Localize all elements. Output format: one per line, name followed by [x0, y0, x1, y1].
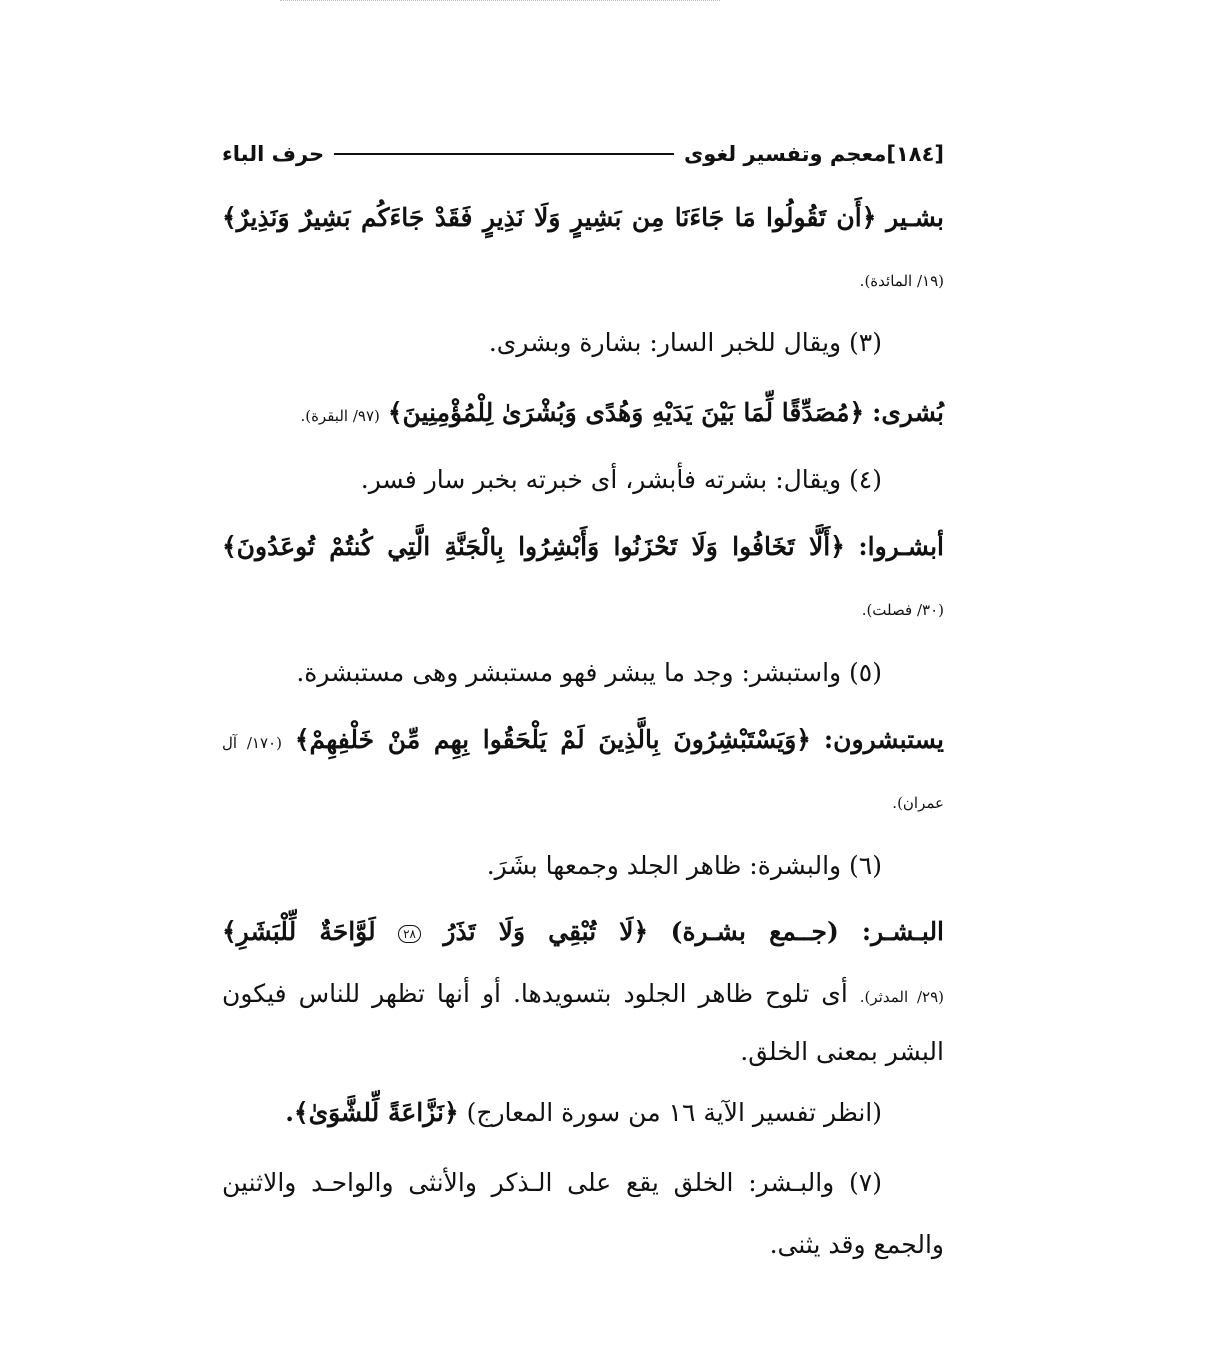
quran-quote-a: ﴿لَا تُبْقِي وَلَا تَذَرُ — [443, 917, 649, 946]
reference: (١٩/ المائدة). — [859, 272, 944, 290]
book-title: معجم وتفسير لغوى — [684, 142, 887, 166]
entry-word: بشـير — [886, 203, 944, 232]
quran-quote: ﴿أَلَّا تَخَافُوا وَلَا تَحْزَنُوا وَأَبْشِرُوا بِالْجَنَّةِ الَّتِي كُنتُمْ تُوعَدُونَ﴾ — [222, 532, 845, 561]
paragraph-7: (٧) والبـشر: الخلق يقع على الـذكر والأنثى والواحـد والاثنين — [222, 1168, 882, 1197]
page-number: [١٨٤] — [886, 142, 944, 166]
quran-quote: ﴿وَيَسْتَبْشِرُونَ بِالَّذِينَ لَمْ يَلْحَقُوا بِهِم مِّنْ خَلْفِهِمْ﴾ — [294, 725, 811, 754]
header-rule — [334, 153, 674, 155]
quran-quote-b: لَوَّاحَةٌ لِّلْبَشَرِ﴾ — [222, 917, 376, 946]
entry-yastabshirun — [222, 720, 944, 763]
paragraph-4: (٤) ويقال: بشرته فأبشر، أى خبرته بخبر سار فسر. — [360, 465, 882, 494]
section-title: حرف الباء — [222, 142, 325, 166]
reference: (٣٠/ فصلت). — [861, 601, 944, 619]
entry-bashar — [222, 912, 944, 952]
entry-word: يستبشرون: — [823, 725, 945, 754]
quran-quote: ﴿أَن تَقُولُوا مَا جَاءَنَا مِن بَشِيرٍ وَلَا نَذِيرٍ فَقَدْ جَاءَكُم بَشِيرٌ وَنَذِيرٌ﴾ — [222, 203, 877, 232]
reference-cont: عمران). — [892, 794, 944, 812]
see-note: (انظر تفسير الآية ١٦ من سورة المعارج) — [466, 1098, 882, 1127]
quran-quote: ﴿نَزَّاعَةً لِّلشَّوَىٰ﴾. — [285, 1098, 459, 1127]
entry-word: أبشـروا: — [858, 532, 944, 561]
paragraph-7-end: والجمع وقد يثنى. — [769, 1230, 944, 1259]
paragraph-3: (٣) ويقال للخبر السار: بشارة وبشرى. — [488, 328, 882, 357]
scan-edge-rule — [280, 0, 720, 2]
running-header — [222, 138, 944, 170]
reference: (١٧٠/ آل — [222, 734, 282, 752]
entry-bushra — [222, 393, 944, 436]
paragraph-6: (٦) والبشرة: ظاهر الجلد وجمعها بشَرَ. — [486, 851, 882, 880]
ayah-number-badge: ٢٨ — [398, 925, 421, 943]
explanation-end: البشر بمعنى الخلق. — [740, 1037, 944, 1066]
entry-bashar-cont — [222, 974, 944, 1017]
paragraph-5: (٥) واستبشر: وجد ما يبشر فهو مستبشر وهى مستبشرة. — [296, 658, 882, 687]
see-also — [222, 1093, 944, 1133]
reference: (٢٩/ المدثر). — [859, 988, 944, 1006]
entry-word: بُشرى: — [872, 398, 944, 427]
entry-word: البـشـر: (جــمع بشـرة) — [670, 917, 945, 946]
explanation: أى تلوح ظاهر الجلود بتسويدها. أو أنها تظهر للناس فيكون — [222, 979, 848, 1008]
entry-bashir — [222, 198, 944, 238]
reference: (٩٧/ البقرة). — [300, 407, 380, 425]
entry-abshiru — [222, 527, 944, 567]
book-page — [222, 138, 945, 1259]
quran-quote: ﴿مُصَدِّقًا لِّمَا بَيْنَ يَدَيْهِ وَهُدًى وَبُشْرَىٰ لِلْمُؤْمِنِينَ﴾ — [387, 398, 865, 427]
